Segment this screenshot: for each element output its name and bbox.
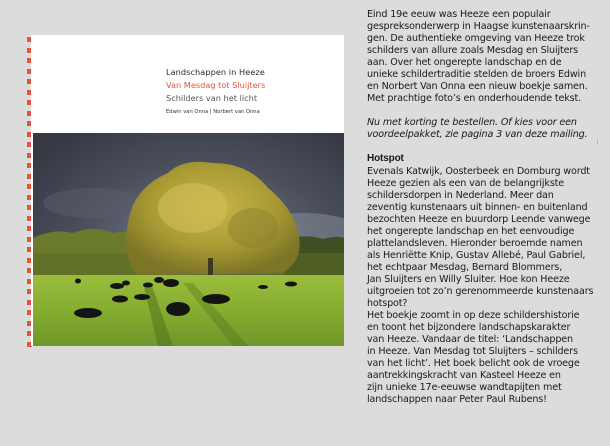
text-line: en toont het bijzondere landschapskarakter xyxy=(367,322,571,334)
cover-title: Landschappen in Heeze xyxy=(166,67,265,77)
text-line: Het boekje zoomt in op deze schildershistorie xyxy=(367,310,580,322)
landscape-photo-illustration xyxy=(33,133,344,346)
text-line: uitgroeien tot zo’n gerenommeerde kunstenaars xyxy=(367,285,594,297)
text-line: Evenals Katwijk, Oosterbeek en Domburg wordt xyxy=(367,165,590,177)
text-line: zijn unieke 17e-eeuwse wandtapijten met xyxy=(367,382,562,394)
section-heading: Hotspot xyxy=(367,153,404,165)
text-line: Heeze gezien als een van de belangrijkste xyxy=(367,177,565,189)
text-line: Met prachtige foto’s en onderhoudende tekst. xyxy=(367,93,582,105)
text-line: in Heeze. Van Mesdag tot Sluijters – schilders xyxy=(367,346,578,358)
text-line: het echtpaar Mesdag, Bernard Blommers, xyxy=(367,261,563,273)
text-line: schildersdorpen in Nederland. Meer dan xyxy=(367,189,554,201)
text-line: gespreksonderwerp in Haagse kunstenaarskrin- xyxy=(367,21,590,33)
text-line: voordeelpakket, zie pagina 3 van deze mailing. xyxy=(367,129,588,141)
text-line: hotspot? xyxy=(367,298,408,310)
cover-text-block xyxy=(166,67,265,115)
text-line: landschappen naar Peter Paul Rubens! xyxy=(367,394,547,406)
cover-photo xyxy=(33,133,344,346)
text-line: plattelandsleven. Hieronder beroemde namen xyxy=(367,237,583,249)
book-cover xyxy=(31,35,344,346)
text-line: van Heeze. Vandaar de titel: ‘Landschappen xyxy=(367,334,573,346)
text-line: Nu met korting te bestellen. Of kies voor een xyxy=(367,117,577,129)
text-line: schilders van allure zoals Mesdag en Sluijters xyxy=(367,45,579,57)
margin-mark xyxy=(597,139,598,144)
text-line: aantrekkingskracht van Kasteel Heeze en xyxy=(367,370,561,382)
text-line: bezochten Heeze en buurdorp Leende vanwege xyxy=(367,213,591,225)
cover-tagline: Schilders van het licht xyxy=(166,93,258,103)
text-line: unieke schildertraditie stelden de broers Edwin xyxy=(367,69,587,81)
text-line: gen. De authentieke omgeving van Heeze trok xyxy=(367,33,585,45)
text-line: het ongerepte landschap en het eenvoudige xyxy=(367,225,575,237)
text-line: Jan Sluijters en Willy Sluiter. Hoe kon Heeze xyxy=(367,273,570,285)
cover-subtitle: Van Mesdag tot Sluijters xyxy=(166,80,266,90)
text-line: als Henriëtte Knip, Gustav Allebé, Paul Gabriel, xyxy=(367,249,586,261)
cover-authors: Edwin van Onna | Norbert van Onna xyxy=(166,109,260,115)
text-line: zeventig kunstenaars uit binnen- en buitenland xyxy=(367,201,588,213)
text-line: van het licht’. Het boek belicht ook de vroege xyxy=(367,358,580,370)
text-line: en Norbert Van Onna een nieuw boekje samen. xyxy=(367,81,588,93)
article-text xyxy=(367,9,603,406)
text-line: Eind 19e eeuw was Heeze een populair xyxy=(367,9,551,20)
intro-paragraph xyxy=(367,9,603,105)
body-paragraph xyxy=(367,166,603,407)
text-line: aan. Over het ongerepte landschap en de xyxy=(367,57,562,69)
promo-paragraph xyxy=(367,117,603,141)
